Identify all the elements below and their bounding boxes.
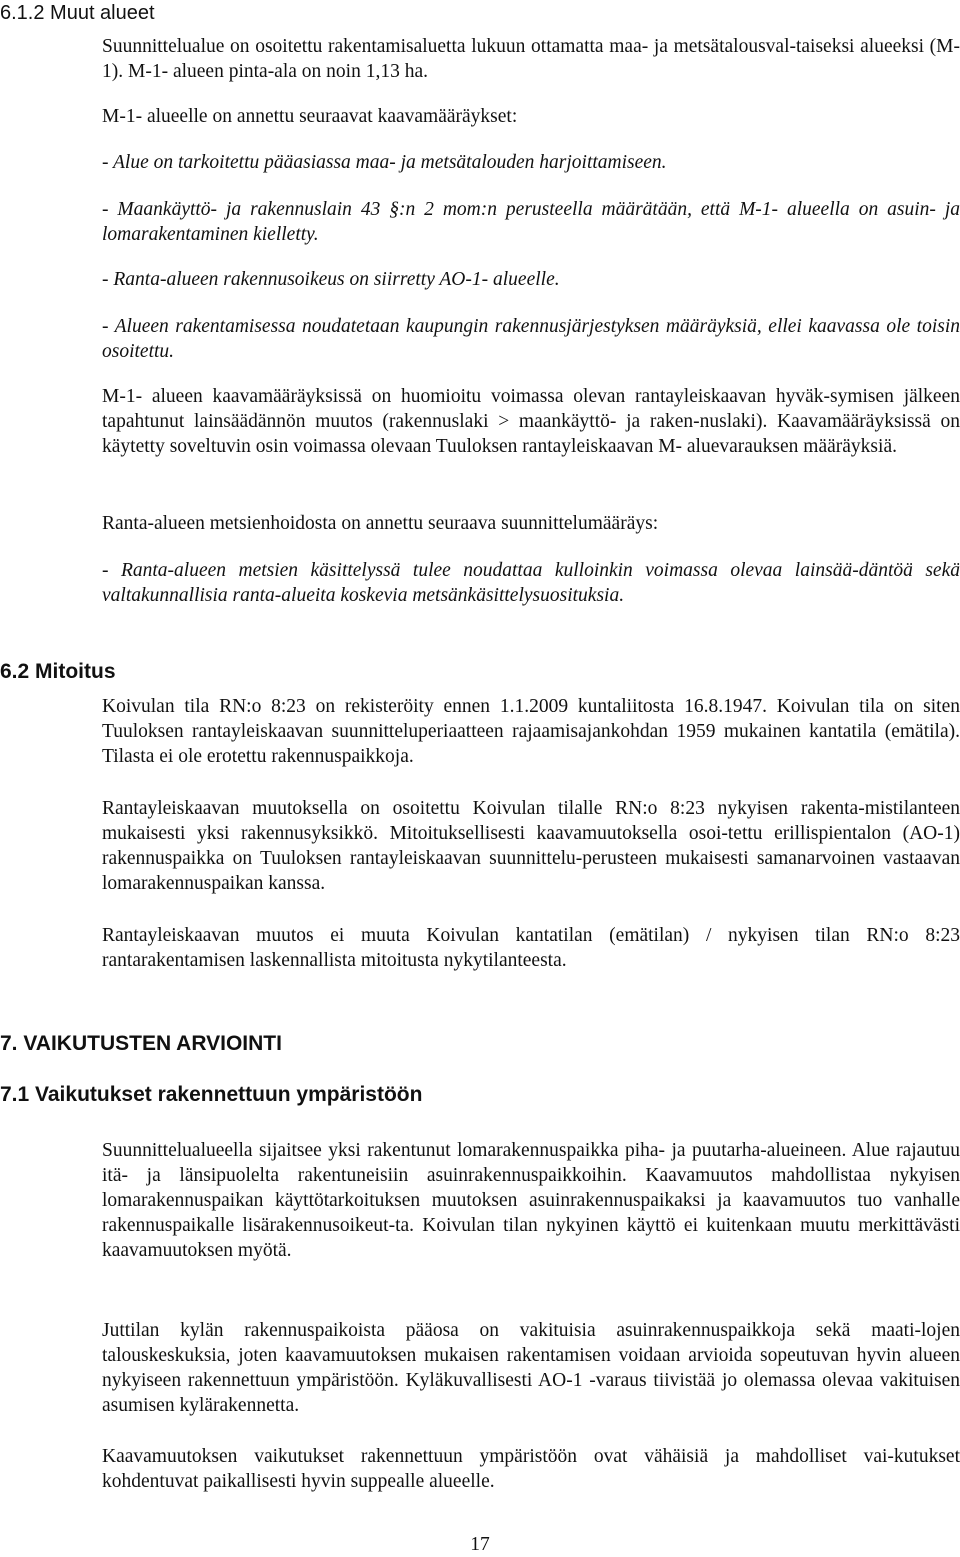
paragraph-forest-intro: Ranta-alueen metsienhoidosta on annettu seuraava suunnittelumääräys:	[102, 513, 659, 534]
paragraph-impacts-1: Suunnittelualueella sijaitsee yksi rakentunut lomarakennuspaikka piha- ja puutarha-alueineen. Alue rajautuu itä- ja länsipuolelta rakentuneisiin asuinrakennuspaikkoihin. Kaavamuutos mahdollistaa nykyisen lomarakennuspaikan käyttötarkoituksen muutoksen asuinrakennuspaikaksi ja kaavamuutos tuo vanhalle rakennuspaikalle lisärakennusoikeut-ta. Koivulan tilan nykyinen käyttö ei kuitenkaan muutu merkittävästi kaavamuutoksen myötä.	[102, 1140, 960, 1261]
paragraph-impacts-3: Kaavamuutoksen vaikutukset rakennettuun ympäristöön ovat vähäisiä ja mahdolliset vai-kutukset kohdentuvat paikallisesti hyvin suppealle alueelle.	[102, 1446, 960, 1492]
paragraph-impacts-2: Juttilan kylän rakennuspaikoista pääosa on vakituisia asuinrakennuspaikkoja sekä maati-lojen talouskeskuksia, joten kaavamuutoksen mukaisen rakentamisen voidaan arvioida sopeutuvan hyvin alueen nykyiseen rakennettuun ympäristöön. Kyläkuvallisesti AO-1 -varaus tiivistää jo olemassa olevaa vakituisen asumisen kylärakennetta.	[102, 1320, 960, 1416]
rule-item-4: - Alueen rakentamisessa noudatetaan kaupungin rakennusjärjestyksen määräyksiä, ellei kaavassa ole toisin osoitettu.	[102, 316, 960, 362]
section-heading-6-2: 6.2 Mitoitus	[0, 660, 116, 683]
section-heading-7-1: 7.1 Vaikutukset rakennettuun ympäristöön	[0, 1083, 423, 1106]
section-heading-6-1-2: 6.1.2 Muut alueet	[0, 2, 155, 24]
page-number: 17	[470, 1534, 490, 1555]
paragraph-m1-legislation: M-1- alueen kaavamääräyksissä on huomioitu voimassa olevan rantayleiskaavan hyväk-symisen jälkeen tapahtunut lainsäädännön muutos (rakennuslaki > maankäyttö- ja raken-nuslaki). Kaavamääräyksissä on käytetty soveltuvin osin voimassa olevaan Tuuloksen rantayleiskaavan M- aluevarauksen määräyksiä.	[102, 386, 960, 457]
paragraph-m1-designation: Suunnittelualue on osoitettu rakentamisaluetta lukuun ottamatta maa- ja metsätalousval-taiseksi alueeksi (M-1). M-1- alueen pinta-ala on noin 1,13 ha.	[102, 36, 960, 82]
rule-forest: - Ranta-alueen metsien käsittelyssä tulee noudattaa kulloinkin voimassa olevaa lainsää-däntöä sekä valtakunnallisia ranta-alueita koskevia metsänkäsittelysuosituksia.	[102, 560, 960, 606]
rule-item-2: - Maankäyttö- ja rakennuslain 43 §:n 2 mom:n perusteella määrätään, että M-1- alueella on asuin- ja lomarakentaminen kielletty.	[102, 199, 960, 245]
rule-item-1: - Alue on tarkoitettu pääasiassa maa- ja metsätalouden harjoittamiseen.	[102, 152, 667, 173]
paragraph-m1-rules-intro: M-1- alueelle on annettu seuraavat kaavamääräykset:	[102, 106, 518, 127]
paragraph-mitoitus-2: Rantayleiskaavan muutoksella on osoitettu Koivulan tilalle RN:o 8:23 nykyisen rakenta-mistilanteen mukaisesti yksi rakennusyksikkö. Mitoituksellisesti kaavamuutoksella osoi-tettu erillispientalon (AO-1) rakennuspaikka on Tuuloksen rantayleiskaavan suunnittelu-perusteen mukaisesti samanarvoinen vastaavan lomarakennuspaikan kanssa.	[102, 798, 960, 894]
paragraph-mitoitus-3: Rantayleiskaavan muutos ei muuta Koivulan kantatilan (emätilan) / nykyisen tilan RN:o 8:23 rantarakentamisen laskennallista mitoitusta nykytilanteesta.	[102, 925, 960, 971]
paragraph-mitoitus-1: Koivulan tila RN:o 8:23 on rekisteröity ennen 1.1.2009 kuntaliitosta 16.8.1947. Koivulan tila on siten Tuuloksen rantayleiskaavan suunnitteluperiaatteen rajaamisajankohdan 1959 mukainen kantatila (emätila). Tilasta ei ole erotettu rakennuspaikkoja.	[102, 696, 960, 767]
rule-item-3: - Ranta-alueen rakennusoikeus on siirretty AO-1- alueelle.	[102, 269, 560, 290]
section-heading-7: 7. VAIKUTUSTEN ARVIOINTI	[0, 1032, 282, 1055]
